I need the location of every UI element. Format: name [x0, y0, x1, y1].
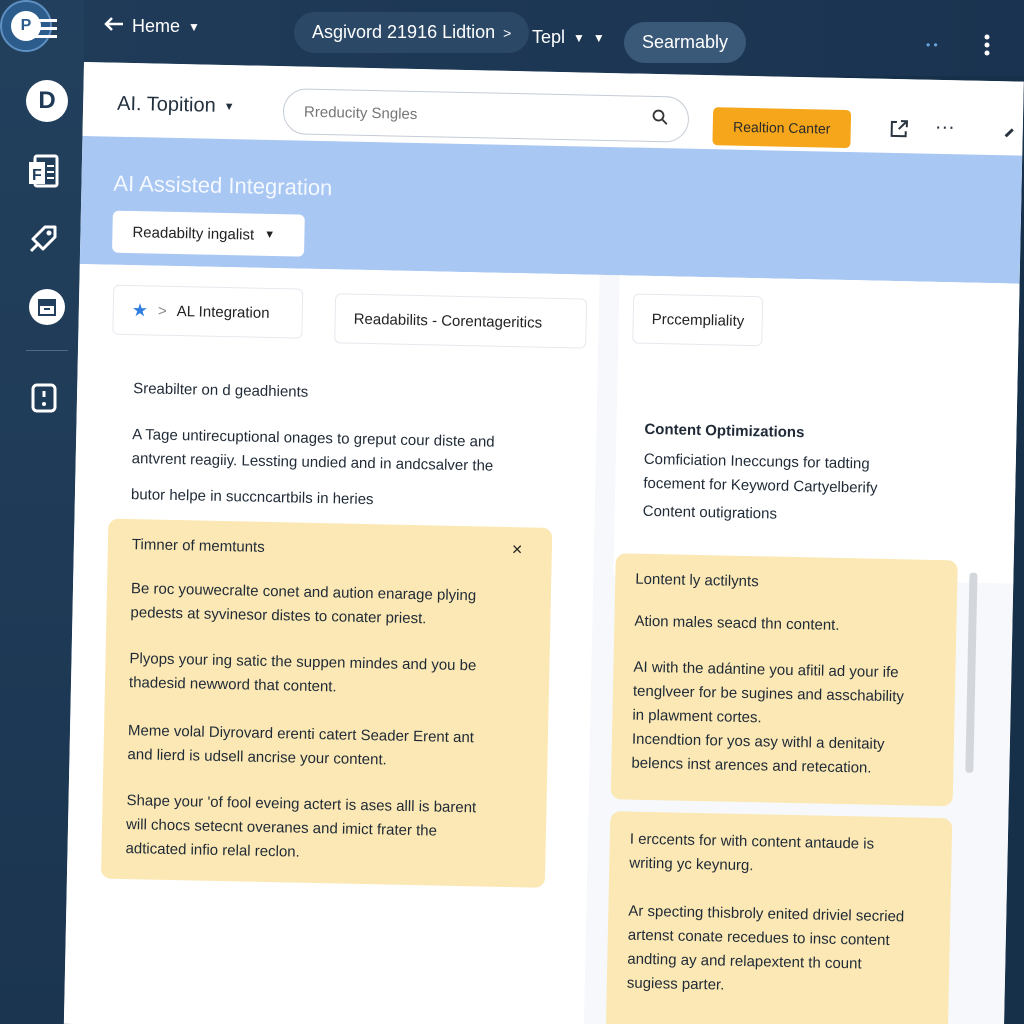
breadcrumb-separator: > [157, 302, 167, 320]
optimization-text: Comficiation Ineccungs for tadting [643, 450, 870, 473]
device-icon[interactable] [22, 376, 66, 420]
tab-readability-label: Readabilits - Corentageritics [353, 310, 543, 332]
card-text: in plawment cortes. [632, 706, 762, 727]
readability-dropdown-label: Readabilty ingalist [132, 223, 255, 244]
card-text: thadesid newword that content. [128, 674, 337, 696]
card-text: pedests at syvinesor distes to conater priest. [130, 604, 427, 628]
left-column [64, 264, 600, 1024]
hamburger-menu-icon[interactable] [22, 6, 66, 50]
document-title: Asgivord 21916 Lidtion [312, 22, 496, 42]
main-panel [64, 62, 1024, 1024]
star-icon[interactable]: ★ [131, 299, 149, 320]
card-text: Meme volal Diyrovard erenti catert Seader Erent ant [127, 722, 475, 747]
chevron-down-icon: ▼ [592, 30, 605, 45]
card-text: Incendtion for yos asy withl a denitaity [631, 730, 885, 753]
breadcrumb[interactable] [112, 285, 303, 339]
card-text: AI with the adántine you afitil ad your ife [633, 658, 899, 682]
wrench-icon[interactable] [1002, 121, 1020, 145]
archive-icon[interactable] [29, 289, 65, 325]
workspace-avatar[interactable]: D [26, 80, 68, 122]
relation-center-button[interactable]: Realtion Canter [712, 107, 851, 148]
banner-title: AI Assisted Integration [113, 170, 333, 201]
intro-text: antvrent reagiiy. Lessting undied and in andcsalver the [131, 450, 494, 475]
status-dots-icon: • • [926, 38, 938, 52]
scrollbar[interactable] [965, 573, 977, 773]
card-text: andting ay and relapextent th count [627, 950, 862, 973]
card-text: artenst conate recedues to insc content [627, 926, 890, 950]
document-pill[interactable] [294, 12, 529, 53]
more-horizontal-icon[interactable]: ··· [934, 115, 956, 139]
card-text: Ation males seacd thn content. [634, 612, 840, 634]
tab-compliance[interactable] [632, 294, 763, 347]
rail-divider [26, 350, 68, 351]
card-text: belencs inst arences and retecation. [631, 754, 872, 777]
section-heading: Sreabilter on d geadhients [132, 380, 309, 401]
search-input[interactable] [304, 103, 652, 127]
chevron-down-icon: ▼ [264, 228, 276, 242]
right-column [584, 275, 1020, 1024]
card-text: tenglveer for be sugines and asschability [632, 682, 905, 706]
tag-icon[interactable] [22, 216, 66, 260]
search-bar[interactable] [283, 88, 690, 142]
search-icon[interactable] [652, 108, 668, 129]
card-text: Shape your 'of fool eveing actert is ases alll is barent [126, 792, 477, 817]
searmably-label: Searmably [642, 32, 729, 52]
back-arrow-icon[interactable] [104, 16, 124, 37]
moments-card [101, 519, 552, 888]
tab-compliance-label: Prccempliality [651, 310, 745, 330]
chevron-down-icon: ▼ [188, 19, 200, 34]
card-text: I erccents for with content antaude is [629, 830, 875, 853]
intro-text: A Tage untirecuptional onages to greput cour diste and [132, 426, 495, 451]
breadcrumb-label: AL Integration [176, 302, 270, 322]
intro-text: butor helpe in succncartbils in heries [130, 486, 374, 509]
card-text: and lierd is udsell ancrise your content. [127, 746, 387, 769]
card-text: Be roc youwecralte conet and aution enarage plying [130, 580, 477, 605]
card-text: writing yc keynurg. [629, 854, 754, 875]
tepl-label: Tepl [532, 27, 566, 47]
card-text: adticated infio relal reclon. [125, 840, 300, 861]
card-title: Timner of memtunts [131, 536, 265, 556]
tepl-menu[interactable] [532, 27, 605, 48]
export-icon[interactable] [888, 119, 909, 145]
searmably-button[interactable] [624, 22, 746, 63]
page-title-dropdown[interactable] [117, 93, 235, 118]
content-optimizations-heading: Content Optimizations [644, 420, 805, 442]
page-title: AI. Topition [116, 92, 216, 117]
optimization-text: Content outigrations [642, 502, 778, 523]
more-vertical-icon[interactable] [984, 34, 990, 56]
optimization-text: focement for Keyword Cartyelberify [643, 474, 878, 497]
user-avatar-letter: P [11, 11, 41, 41]
tab-readability[interactable] [334, 293, 587, 348]
card-text: sugiess parter. [626, 974, 725, 994]
chevron-down-icon: ▼ [223, 100, 235, 113]
svg-text:F: F [32, 167, 42, 184]
home-label: Heme [132, 16, 181, 36]
card-text: Plyops your ing satic the suppen mindes and you be [129, 650, 477, 675]
chevron-right-icon: > [503, 24, 512, 41]
integration-banner [80, 136, 1022, 284]
chevron-down-icon: ▼ [573, 30, 585, 45]
content-activity-card [611, 553, 958, 806]
content-suggestions-card [606, 811, 953, 1024]
readability-dropdown[interactable] [112, 211, 305, 257]
close-icon[interactable]: × [511, 539, 523, 560]
home-nav[interactable] [104, 16, 200, 37]
card-text: will chocs setecnt overanes and imict frater the [125, 816, 438, 840]
document-icon[interactable] [22, 150, 66, 194]
card-text: Ar specting thisbroly enited driviel secried [628, 902, 905, 926]
card-title: Lontent ly actilynts [635, 570, 759, 591]
